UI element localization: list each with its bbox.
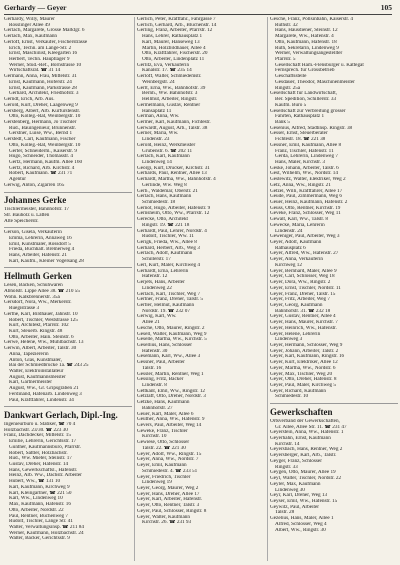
directory-entry: Geyer, Richard, Kaufmann — [270, 388, 326, 394]
directory-entry: Gersberg, Albert, Arb. Kurfürstenstr. — [4, 108, 81, 114]
directory-entry: Gest, Wilhelm, Ww., Nordstr. 14 — [270, 171, 338, 177]
directory-entry: Gesellschaft Ham.-Flensburger u. Kattegat — [275, 62, 364, 68]
directory-entry: Str. Bauholz u. Latten — [4, 213, 50, 218]
directory-entry: Gertz, Hermann, Kaufm. Allee 160 — [9, 159, 83, 165]
directory-entry: Rudolf, Tischler, Lange Str. 41 — [9, 519, 73, 525]
directory-entry: Karl, Maurer, Hanseweg 13 — [142, 39, 200, 45]
directory-heading: Gewerkschaften — [270, 406, 333, 417]
directory-entry: Gerhard, Architekt, Friedhofstr. 3 — [9, 91, 79, 97]
directory-entry: Ernst, Kaufmann, Hoferstr. 24 — [9, 79, 72, 85]
directory-entry: Geyer, Helene, Lehrerin — [270, 331, 321, 337]
directory-entry: Ortsverband der Gewerkschaften, — [270, 418, 340, 424]
directory-entry: Frieda, Buchhalt. Bremerweg 4 — [9, 247, 75, 253]
directory-entry: Lindenweg 19 — [142, 480, 172, 486]
header-rule — [4, 14, 392, 15]
directory-heading: Johannes Gerke — [4, 195, 67, 206]
directory-entry: Lindenstr. 8 — [142, 383, 167, 388]
column-3 — [270, 17, 398, 561]
directory-entry: Gestewitz, Walter, Elektriker, Weg 2 — [270, 177, 346, 183]
directory-entry: August, Ww., Gr. Gripsgraben 21 — [9, 386, 79, 392]
directory-entry: Gesdauer, Theodor, Maschinenmeister — [275, 79, 355, 85]
directory-entry: Ruth, Sekretärin, Lindenweg 9 — [275, 45, 339, 51]
directory-entry: Agentur — [9, 177, 26, 183]
directory-entry: Gerlt, Erna, Ww., Bahnhofstr. 39 — [137, 85, 206, 91]
directory-entry: Geyer, Franz, Dreher, Talstr. 15 — [270, 291, 336, 297]
entry-separator — [4, 189, 132, 195]
directory-entry: Geyerhahn, Ernst, Kaufmann — [270, 436, 331, 442]
directory-entry: Gerwe, Helene, Ww., Mühlbachstr. 13 — [4, 340, 84, 346]
directory-entry: Gewalt, Karl, Ww., Talstr. 8 — [270, 217, 329, 223]
directory-entry: Gesellius, Hans, Schlosser — [137, 342, 193, 348]
directory-entry: Kaufm. Büro 5 — [275, 102, 307, 108]
directory-entry: Ringstr. 25a — [275, 85, 301, 91]
directory-entry: Wirtschaftsrat. ☎ 31 14 — [9, 68, 61, 74]
directory-entry: Geyer, Paul, Schlosser, Ringstr. 8 — [137, 508, 207, 514]
directory-entry: Lindenweg 30 — [275, 487, 305, 493]
directory-entry: Germer, Karl, Kaufmann, Fichtestr. — [137, 119, 211, 125]
directory-entry: Robert, Kaufmann. ☎ 231 71 — [9, 171, 73, 177]
directory-entry: Gesenius, Alfred, Stadtinsp. Ringstr. 38 — [270, 125, 353, 131]
directory-entry: Bernh., Ww. Bahnhofstr. 3 — [142, 91, 198, 97]
directory-entry: Gesell, Walter, Kaufmann, Weg 9 — [137, 331, 207, 337]
directory-entry: Nordstr. 19. ☎ 232 07 — [142, 308, 190, 314]
directory-entry: Gersdorf, Nora, Ww., Merkerstr. — [4, 300, 72, 306]
directory-entry: Hans, Arbeiter, Hafenstr. 21 — [9, 253, 67, 259]
directory-entry: Gerold, Heinz, Werkmeister — [137, 142, 196, 148]
directory-entry: Geygen, Otto, Maurer, Allee 19 — [270, 470, 336, 476]
directory-entry: Gernot, Hugo, Arbeiter, Hafenstr. 9 — [137, 205, 211, 211]
directory-entry: Kirchweg 12 — [275, 262, 302, 268]
directory-entry: Gessing, Fritz, Bäcker — [137, 377, 184, 383]
directory-entry: Otto, Kraftfahrer, Fischerstr. 20 — [142, 51, 208, 57]
directory-entry: Robert, Tischler, Weststrasse 125 — [9, 317, 78, 323]
directory-entry: Otto, Arbeiter, Lindenplatz 11 — [142, 57, 205, 63]
directory-entry: Kurt, Architekt, Pfarrstr. 102 — [9, 323, 69, 329]
directory-entry: Talstr. 22. ☎ 221 30 — [142, 445, 186, 451]
directory-entry: Gerstedt, Carl, Kaufmann, Fischer — [4, 137, 76, 143]
directory-entry: Rud., Bauingenieur, Brunnenstr. — [9, 125, 76, 131]
directory-entry: Otto, Kolleg.-Rat, Weinbergstr. 10 — [9, 114, 81, 120]
directory-entry: Karl, Ww., Lindenweg 10 — [9, 496, 63, 502]
directory-entry: Geyer, Paul, Maler, Kirchweg 5 — [270, 383, 336, 388]
directory-entry: Gerner, Maria, Ww. — [137, 131, 179, 137]
header-range: Gerhardy — Geyer — [4, 3, 67, 12]
directory-entry: Gertner, Franz, Dreher, Talstr. 5 — [137, 297, 203, 303]
directory-entry: Gerter, Schneiderm., Kaiserstr. 9 — [9, 148, 77, 154]
directory-entry: Geyerstein, Anna, Ww., Hafenstr. 1 — [270, 430, 344, 436]
directory-entry: Paul, Rentner, Buchenweg 7 — [9, 513, 69, 519]
directory-entry: Gerlach, Max, Kaufmann — [4, 34, 58, 40]
directory-entry: Gerhardt, Martha, Ww., Bahnhofstr. 4 — [137, 177, 216, 183]
directory-entry: Lindenstr. 23 — [142, 137, 170, 143]
directory-entry: Gerhard, Herbert, Arb., Weg 3 — [137, 245, 200, 251]
directory-entry: Erich, Techn. am Lange-Str. 2 — [9, 45, 72, 51]
directory-entry: Geyl, Walter, Tischler, Nordstr. 22 — [270, 476, 342, 482]
directory-entry: Bahnhofstr. 27 — [142, 405, 173, 411]
directory-entry: Getzel, Willi, Kraftfahrer, Allee 17 — [270, 188, 343, 194]
directory-entry: Ingenieurbüro u. Statiker, ☎ 70 4 — [4, 422, 76, 427]
entry-separator — [4, 264, 132, 270]
directory-entry: Geweniger, Paul, Arbeiter, Weg 3 — [270, 234, 340, 240]
directory-entry: Kurt, Steuerb. Ringstr. 48 — [9, 328, 63, 334]
directory-entry: Walter, Elektroinstallateur — [9, 368, 64, 374]
directory-entry: Geyer, Otto, Rentner, Talstr. 3 — [137, 503, 200, 509]
directory-entry: Gesser, Ernst, Steuerberater — [270, 131, 328, 137]
directory-entry: Hubert, Ww., ☎ 131 10 — [9, 479, 61, 485]
directory-entry: Anna, Tapeziererin — [9, 351, 49, 357]
directory-entry: Geyer, Gustav, Rentner, Allee 4 — [270, 314, 336, 320]
directory-entry: Ferdinand, Hafenarb. Lindenweg 3 — [9, 391, 82, 397]
directory-entry: Gettkant, Emil, Ww., Ringstr. 12 — [137, 388, 206, 394]
directory-entry: Walter, Verwaltungsinsp. ☎ 211 84 — [9, 524, 84, 530]
directory-entry: Geyer, Hans, Dreher, Allee 17 — [137, 491, 200, 497]
directory-entry: Rosslinger Allee 49 — [9, 22, 50, 28]
directory-entry: Geyer, Adolf, Ww., Ringstr. 15 — [137, 451, 202, 457]
directory-entry: Hansaplatz 11 — [142, 108, 172, 114]
directory-entry: Karl, Kaufm., Kleiner Vogelsang 28 — [9, 258, 84, 264]
directory-entry: Schmiedestr. 18 — [142, 200, 176, 205]
directory-entry: Gerl, Kurt, Maler, Kirchweg 4 — [137, 262, 201, 268]
directory-entry: Gerb., Waldemar, Oberstr. 21 — [137, 188, 198, 194]
directory-entry: Getzke, Hans, Kaufmann — [137, 400, 190, 406]
directory-entry: August, Kaufmannsmeister — [9, 374, 66, 380]
directory-entry: Karl, Kaufmann, Kirchweg 9 — [9, 484, 70, 490]
directory-entry: Werner, Stud.-Ref., Bornstrasse 10 — [9, 62, 82, 68]
directory-entry: Geyer, Bernhard, Maler, Allee 9 — [270, 268, 337, 274]
directory-entry: Gr. Allee, Allee Str. 11. ☎ 231 47 — [275, 424, 347, 430]
directory-entry: Rudolf, Tischler, Ww. 11 — [142, 234, 194, 240]
directory-entry: Max, Kaufmann, Hafenstr. 16 — [9, 502, 71, 508]
directory-entry: Hafenstr. 12 — [142, 274, 168, 280]
entry-separator — [4, 403, 132, 409]
directory-entry: Kanalstr. 17. ☎ 235 14 — [142, 68, 192, 74]
directory-entry: Gerecke, Otto, Architekt — [137, 217, 188, 223]
directory-entry: Otto, Kaufmann, Hafenstr. 18 — [275, 39, 337, 45]
directory-entry: Hans, Hausdiener, Steinstr. 12 — [275, 28, 338, 34]
directory-entry: Tischlermeister, Bahnhofstr. 17 — [4, 207, 70, 213]
directory-entry: Bank 5 — [275, 119, 290, 125]
directory-entry: Karl, Gärtnermeister — [9, 380, 52, 386]
directory-entry: Geyer, Max, Tischler, Weg 20 — [270, 371, 333, 377]
directory-entry: Alfred, Schlosser, Weg 4 — [275, 521, 327, 527]
directory-entry: Hans, Maler, Kirchstr. 3 — [275, 159, 325, 165]
directory-entry: Gerwardt, August, Arb., Talstr. 38 — [137, 125, 208, 131]
directory-entry: Emilie, Lehrerin, Gerichtsstr. 17 — [9, 439, 77, 445]
directory-entry: Holzbachstr. 23/30. ☎ 223 30 — [4, 427, 68, 433]
directory-entry: Gertler, Helmut, Kaufmann — [137, 302, 195, 308]
directory-entry: Geyer, Friedrich, Tischler — [137, 474, 191, 480]
directory-entry: Gerda, Lehrerin, Lindenweg 7 — [275, 154, 338, 160]
directory-entry: Gesellschaft zur Verbreitung grosser — [270, 108, 346, 114]
directory-entry: Georgi, Kurt, Drucker, Kirchstr. 31 — [137, 165, 210, 171]
directory-entry: Grubenstr. 6. ☎ 202 11 — [142, 148, 193, 154]
directory-entry: Geyer, Hans, Maurer, Kirchstr. 7 — [270, 320, 338, 326]
directory-entry: Hans, Gewerkschaftsl., Hafenstr. — [9, 467, 78, 473]
directory-entry: Geyer, Karl, Kaufmann, Ringstr. 16 — [270, 354, 345, 360]
directory-entry: Gerhardt, Paul, Lehrer, Nordstr. 4 — [137, 228, 207, 234]
directory-entry: Schmiedestr. 10 — [275, 394, 309, 400]
directory-entry: Gerwig, Anton, Zigarren 165 — [4, 182, 65, 188]
directory-entry: Lindenstr. 24 — [275, 228, 303, 234]
directory-entry: Kirchstr. 26. ☎ 231 93 — [142, 520, 192, 526]
directory-entry: Geyer, Alfred, Ww., Hafenstr. 27 — [270, 251, 339, 257]
directory-entry: Gerndt, Erich, Arb. Aus. — [4, 97, 55, 103]
directory-entry: Walter, Bäcker, Gerichtsstr. 9 — [9, 536, 70, 542]
directory-entry: Gertz, Richard, Arb. Kirchstr. 4 — [9, 165, 75, 171]
directory-entry: Geyer, Otto, Dreher, Hafenstr. 8 — [270, 377, 337, 383]
directory-entry: Gerlach, Karl, Tischler, Weg 7 — [137, 291, 201, 297]
directory-entry: Gerloff, Walter, Schmiedemstr. — [137, 74, 202, 80]
directory-entry: Geyer, Georg, Kaufmann — [270, 302, 323, 308]
directory-entry: Geyer, Hermann, Schlosser, Weg 9 — [270, 342, 343, 348]
directory-entry: Geuther, Anna, Ww., Hafenstr. 9 — [137, 417, 205, 423]
directory-entry: Geschäftsstelle — [275, 74, 307, 80]
directory-entry: Werner, Kaufmann, Holzbachstr. 24 — [9, 530, 84, 536]
directory-heading: Hellmuth Gerken — [4, 271, 72, 282]
directory-entry: Gewiese, Otto, Schlosser — [137, 440, 190, 446]
directory-entry: Ringstr. 19. ☎ 221 18 — [142, 222, 190, 228]
directory-entry: Hafenstr. 30 — [142, 348, 168, 354]
directory-entry: Lindenweg 14 — [142, 159, 172, 165]
directory-entry: Ber. Spedition, Schillerstr. 33 — [275, 97, 337, 103]
directory-entry: Gesemann, Karl, Ww., Allee 3 — [137, 354, 201, 360]
directory-entry: Martin, Holzbildhauer, Allee 4 — [142, 45, 206, 51]
directory-entry: Gerhardt, Erna, Lehrerin — [137, 268, 189, 274]
directory-entry: Geuss, Otto, Rentner, Kirchstr. 19 — [270, 205, 341, 211]
directory-entry: Geyer, Ernst, Tischler, Nordstr. 11 — [270, 285, 341, 291]
directory-entry: Gerlich, Peter, Kraftfahr., Fahrgasse 7 — [137, 17, 216, 22]
directory-entry: Schillerstr. 17 — [142, 257, 171, 263]
directory-entry: Gerlach, Hans, Kaufmann — [137, 194, 192, 200]
directory-entry: Geyer, Walter, Kaufmann — [137, 514, 190, 520]
directory-entry: Gerthe, Karl, Bildhauer, Jahnstr. 10 — [4, 311, 78, 317]
directory-entry: Geyer, Adolf, Kaufmann — [270, 240, 322, 246]
directory-entry: Geweke, Franz, Tischler — [137, 428, 188, 434]
directory-entry: Talstr. 16 — [142, 365, 162, 371]
directory-entry: Gesche, Otto, Maurer, Ringstr. 2 — [137, 325, 205, 331]
directory-entry: Geyer, Karl, Arbeiter, Hafenstr. — [137, 497, 203, 503]
directory-entry: Fernsprech. für Grossbetrieb — [275, 68, 335, 74]
directory-entry: Germann, Anna, Frau, Mittelstr. 31 — [4, 74, 77, 80]
directory-entry: Margarete, Ww., Hafenstr. 4 — [275, 34, 334, 40]
directory-entry: Getzlaff, Otto, Dreher, Nordstr. 3 — [137, 394, 206, 400]
directory-entry: Abholstr. Lippe Allee 38. ☎ 210 55 — [4, 288, 80, 294]
entry-separator — [4, 224, 132, 230]
directory-entry: Allee 21 — [142, 320, 160, 326]
directory-entry: Geyr, Karl, Dreher, Weg 13 — [270, 493, 328, 499]
directory-entry: Bahnhofstr. 31. ☎ 232 18 — [275, 308, 331, 314]
directory-entry: Gustav, Dreher, Hafenstr. 14 — [9, 462, 69, 468]
directory-entry: Geyer, Anna, Ww., Nordstr. 7 — [137, 457, 199, 463]
directory-entry: Gerwig, Karl, Ww. — [137, 314, 177, 320]
directory-entry: Franz, Tischler, Hafenstr. 11 — [275, 148, 334, 154]
directory-entry: Hellmut, Arbeiter, Ringstr. — [142, 97, 198, 103]
directory-entry: Geyer, Johann, Arbeiter, Talstr. 2 — [270, 348, 339, 354]
directory-entry: Ringstr. 33 — [275, 464, 298, 470]
directory-entry: Wohn. Kalkbrennerstr. 35a — [4, 294, 60, 300]
directory-entry: Gerlitz, Eva, Verkäuferin — [137, 62, 190, 68]
directory-entry: Gerhards, Paul, Rentner, Allee 13 — [137, 171, 207, 177]
directory-entry: Pfarrstr. 5 — [275, 57, 296, 63]
directory-entry: Gerlach, Adolf, Kaufmann — [137, 251, 193, 257]
directory-entry: Gerigk, Frieda, Ww., Allee 8 — [137, 240, 197, 246]
directory-entry: Talstr. 28 — [275, 510, 295, 516]
directory-entry: Werner, Verwaltungsangestellter — [275, 51, 343, 57]
directory-entry: Kirchstr. 10 — [142, 434, 167, 440]
directory-entry: Emma, Lehrerin, Annaweg 16 — [9, 235, 72, 241]
directory-entry: Ernst, Maschinist, Kleegarten 16 — [9, 51, 78, 57]
directory-entry: Geuer, Heinz, Kaufmann, Hafenstr. 2 — [270, 200, 348, 205]
directory-entry: Gerjets, Hans, Arbeiter — [137, 280, 185, 286]
directory-entry: Lesen, Bäcken, Schuhwaren — [4, 283, 63, 289]
directory-entry: Gerstner, Luise, Ww., Bernd 1 — [9, 131, 73, 137]
directory-entry: Otto, Arbeiter, Hain. Steinstr. 6 — [9, 334, 74, 340]
directory-entry: Geuer, Karl, Maler, Allee 6 — [137, 411, 194, 417]
entry-separator — [270, 400, 398, 406]
directory-entry: Gerloff, Ernst, Verkäufer, Fischerstrasse — [4, 39, 88, 45]
directory-entry: Geyger, Franz, Schlosser — [270, 458, 322, 464]
directory-entry: Hugo, Schneider, Thomasstr. 4 — [9, 154, 73, 160]
directory-entry: Lindenweg 22 — [142, 285, 172, 291]
directory-entry: Geyer, Heinrich, Ww., Hafenstr. — [270, 325, 337, 331]
directory-entry: Gerold, Kurt, Dreher, Laagenweg 9 — [4, 102, 78, 108]
directory-entry: Gerling, Franz, Arbeiter, Pfarrstr. 12 — [137, 28, 213, 34]
directory-entry: Gerstenberg, Hermann, Jo Tischler — [4, 119, 77, 125]
directory-entry: Rud., Ww. Mieter, Steinstr. 17 — [9, 456, 72, 462]
directory-entry: Gesche, Franz, Pollsinbahn, Kaiserstr. 4 — [270, 17, 353, 22]
directory-entry: Kirchstr. 14 — [275, 441, 300, 447]
directory-entry: Geyer, Fritz, Arbeiter, Weg 7 — [270, 297, 331, 303]
directory-entry: Heinz, Arb. Ww., Dachstr. Arbeiter — [9, 473, 82, 479]
directory-entry: Gerlach, Margarete, Grosse Marktgr. 6 — [4, 28, 85, 34]
directory-entry: Albert, Ww., Ringstr. 30 — [275, 527, 326, 533]
directory-entry: Gerlinde, Ww. Weg 8 — [142, 182, 187, 188]
directory-entry: Fahrten, Rathausplatz 1 — [275, 114, 325, 120]
directory-entry: Anton, Glas, Kunstmaler, — [9, 357, 62, 363]
directory-entry: Ernst, Kaufmann, Parkstrasse 28 — [9, 85, 77, 91]
directory-entry: Geyser, Emil, Ww., Hafenstr. 15 — [270, 498, 338, 504]
directory-entry: Lindenweg 3 — [275, 337, 303, 343]
directory-entry: Gerlach, Karl, Kaufmann — [137, 154, 190, 160]
directory-heading: Dankwart Gerlach, Dipl.-Ing. — [4, 410, 118, 420]
directory-entry: Gessner, Emil, Kaufmann, Allee 8 — [270, 142, 342, 148]
column-divider — [267, 17, 268, 561]
directory-entry: Geyer, Emil, Kaufmann — [137, 463, 187, 469]
directory-entry: Bai der Schmiedbrücke 1a. ☎ 243 25 — [9, 363, 89, 369]
directory-entry: Herbert, Techn. Hauptlager 9 — [9, 57, 70, 63]
directory-entry: Gessner, Paul, Arbeiter — [137, 360, 185, 366]
directory-entry: Gevers, Paul, Arbeiter, Weg 14 — [137, 423, 202, 429]
directory-entry: Karl, Kleingärtner, ☎ 221 50 — [9, 490, 72, 496]
column-2 — [137, 17, 265, 561]
directory-entry: Gezelius, Hans, Maler, Allee 1 — [270, 516, 334, 522]
directory-entry: Geyer, Martha, Ww., Nordstr. 6 — [270, 365, 336, 371]
page-number: 105 — [380, 3, 392, 12]
directory-entry: Geyer, Anna, Verkäuferin — [270, 257, 323, 263]
directory-entry: Emil, Kunstmaler, Rossdorf 5 — [9, 241, 71, 247]
directory-entry: Getz, Anna, Ww., Ringstr. 21 — [270, 182, 331, 188]
directory-entry: Otto, Kolleg.-Rat, Weinbergstr. 10 — [9, 142, 81, 148]
directory-entry: Germelmann, Gustav, Rentner — [137, 102, 201, 108]
directory-entry: Geywitz, Paul, Arbeiter — [270, 504, 319, 510]
directory-entry: Gesellschaft für Landwirtschaft, — [270, 91, 337, 97]
directory-entry: Geyer, Georg, Maurer, Weg 2 — [137, 485, 199, 491]
directory-entry: Franz, Dachdecker, Mittelstr. 15 — [4, 433, 71, 439]
directory-entry: Alte Speicherstr. — [4, 218, 39, 224]
directory-entry: Ruthstr. 32 — [275, 22, 298, 28]
column-divider — [134, 17, 135, 561]
directory-entry: Gerlich, Gerhard, Arb., Bluchenstr. 14 — [137, 22, 217, 28]
directory-entry: Geyer, Carl, Schlosser, Weg 18 — [270, 274, 335, 280]
directory-entry: Otto, Arbeiter, Nordstr. 22 — [9, 507, 64, 513]
column-1 — [4, 17, 132, 561]
directory-entry: Robert, Sattler, Holzbachstr. — [9, 450, 68, 456]
directory-entry: Hans, Lehrer, Rathausplatz 1 — [142, 34, 203, 40]
directory-entry: Weinbergstr. 24 — [142, 79, 175, 85]
directory-entry: Gerwin, Albert, Arbeiter, Talstr. 30 — [4, 346, 77, 352]
directory-entry: Schmiedestr. 4. ☎ 233 51 — [142, 468, 198, 474]
directory-entry: Rüegistrasse 3 — [9, 306, 40, 312]
directory-entry: Geyler, Max, Kaufmann — [270, 481, 321, 487]
directory-entry: Geveke, Franz, Schlosser, Weg 11 — [270, 211, 341, 217]
directory-entry: Geyersberger, Karl, Arb., Talstr. — [270, 453, 337, 459]
directory-entry: Gernsheim, Otto, Ww., Pfarrstr. 12 — [137, 211, 210, 217]
directory-entry: Gerson, Gisela, Verkäuferin — [4, 230, 62, 236]
directory-entry: Gerhardy, Willy, Maurer — [4, 17, 55, 22]
directory-entry: Geude, Paul, Zimmermann, Weg 6 — [270, 194, 342, 200]
directory-entry: Geyer, Dora, Ww., Ringstr. 2 — [270, 280, 331, 286]
directory-entry: Fichtestr. 18. ☎ 221 38 — [275, 137, 326, 143]
directory-entry: Paul, Kraftfahrer, Lindenstr. 34 — [9, 397, 74, 403]
directory-entry: Gewecke, Maria, Lehrerin — [270, 222, 325, 228]
directory-entry: Geyersbach, Hans, Rentner, Weg 2 — [270, 447, 343, 453]
directory-entry: German, Anna, Ww. — [137, 114, 180, 120]
directory-entry: Günther, Kaufmannsbüro, Pfarrstr. — [9, 444, 81, 450]
directory-entry: Geselle, Martha, Ww., Kirchstr. 5 — [137, 337, 207, 343]
directory-entry: Geske, Johann, Arbeiter, Talstr. 6 — [270, 165, 339, 171]
directory-entry: Gessler, Martin, Rentner, Weg 1 — [137, 371, 204, 377]
directory-entry: Geyer, Kurt, Elektriker, Allee 12 — [270, 360, 338, 366]
directory-entry: Rathausplatz 6 — [275, 245, 306, 251]
